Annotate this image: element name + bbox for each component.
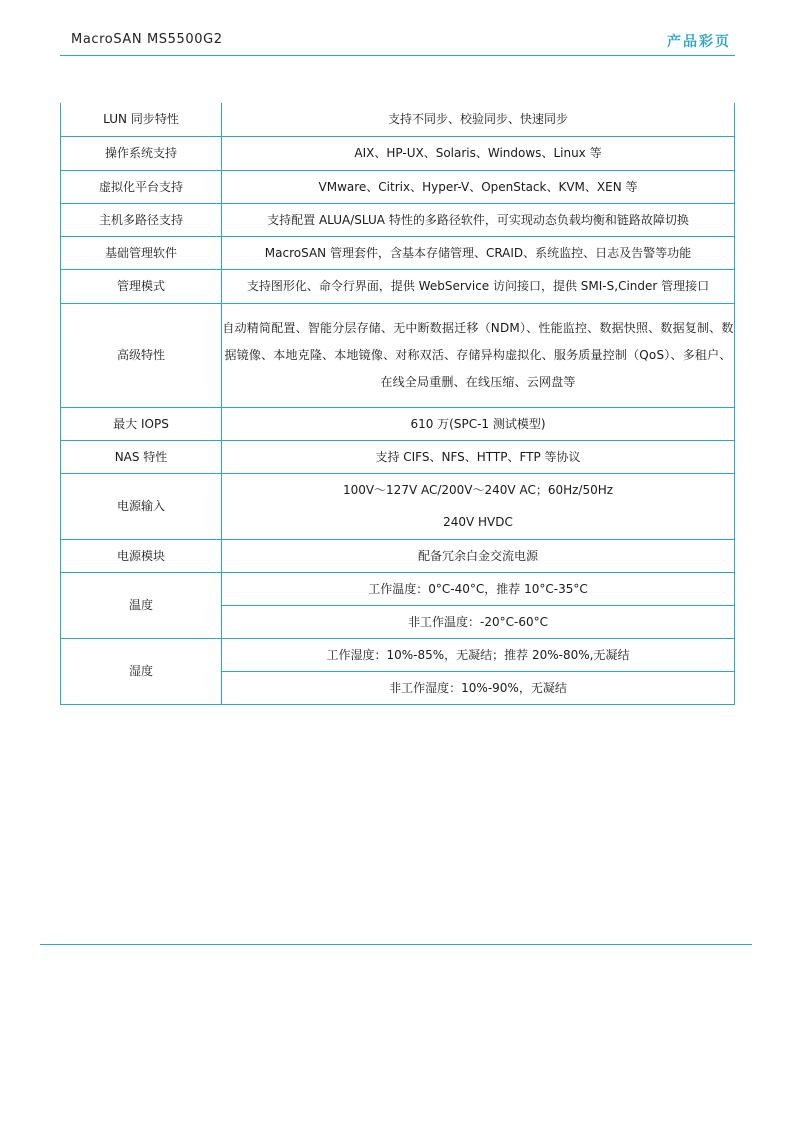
spec-label: 最大 IOPS [61,407,222,440]
spec-value: AIX、HP-UX、Solaris、Windows、Linux 等 [222,136,735,170]
spec-value: 支持 CIFS、NFS、HTTP、FTP 等协议 [222,440,735,473]
spec-label: 湿度 [61,638,222,704]
spec-value: 非工作温度：-20°C-60°C [222,605,735,638]
spec-value: 工作湿度：10%-85%，无凝结；推荐 20%-80%,无凝结 [222,638,735,671]
table-row [61,638,735,671]
spec-label: 电源模块 [61,539,222,572]
spec-label: 高级特性 [61,303,222,407]
table-row [61,236,735,269]
spec-value: 配备冗余白金交流电源 [222,539,735,572]
spec-label: 主机多路径支持 [61,203,222,236]
table-row [61,103,735,136]
spec-value: VMware、Citrix、Hyper-V、OpenStack、KVM、XEN 等 [222,170,735,203]
spec-label: 电源输入 [61,473,222,539]
section-title: 产品彩页 [667,34,731,50]
spec-label: 操作系统支持 [61,136,222,170]
spec-value: 610 万(SPC-1 测试模型) [222,407,735,440]
spec-value: 100V～127V AC/200V～240V AC；60Hz/50Hz [222,473,735,506]
spec-table [60,103,735,705]
spec-label: NAS 特性 [61,440,222,473]
spec-label: LUN 同步特性 [61,103,222,136]
table-row [61,170,735,203]
spec-value: 工作温度：0°C-40°C，推荐 10°C-35°C [222,572,735,605]
spec-label: 虚拟化平台支持 [61,170,222,203]
spec-value: MacroSAN 管理套件，含基本存储管理、CRAID、系统监控、日志及告警等功能 [222,236,735,269]
spec-value: 240V HVDC [222,506,735,539]
table-row [61,269,735,303]
spec-value: 支持图形化、命令行界面，提供 WebService 访问接口，提供 SMI-S,Cinder 管理接口 [222,269,735,303]
spec-label: 基础管理软件 [61,236,222,269]
header-divider [60,55,735,56]
table-row [61,203,735,236]
table-row [61,572,735,605]
product-name: MacroSAN MS5500G2 [71,32,223,47]
spec-value: 非工作湿度：10%-90%，无凝结 [222,671,735,704]
table-row [61,473,735,506]
table-row [61,303,735,407]
table-row [61,407,735,440]
spec-label: 温度 [61,572,222,638]
spec-label: 管理模式 [61,269,222,303]
page-header [60,29,735,55]
table-row [61,440,735,473]
spec-value: 支持配置 ALUA/SLUA 特性的多路径软件，可实现动态负载均衡和链路故障切换 [222,203,735,236]
table-row [61,539,735,572]
spec-value: 自动精简配置、智能分层存储、无中断数据迁移（NDM）、性能监控、数据快照、数据复制、数据镜像、本地克隆、本地镜像、对称双活、存储异构虚拟化、服务质量控制（QoS）、多租户、在线全局重删、在线压缩、云网盘等 [222,303,735,407]
footer-divider [40,944,752,945]
spec-value: 支持不同步、校验同步、快速同步 [222,103,735,136]
table-row [61,136,735,170]
